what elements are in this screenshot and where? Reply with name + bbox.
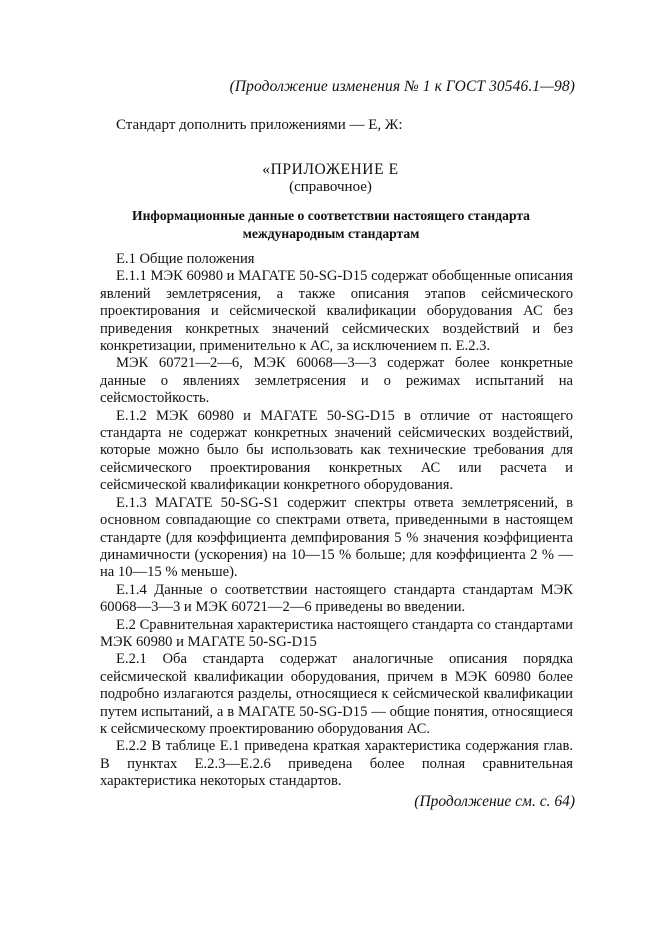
intro-line: Стандарт дополнить приложениями — Е, Ж: xyxy=(116,117,403,133)
paragraph-e2-2: Е.2.2 В таблице Е.1 приведена краткая характеристика содержания глав. В пунктах Е.2.3—Е.2.6 приведена более полная сравнительная характеристика некоторых стандартов. xyxy=(100,738,573,790)
appendix-heading: Информационные данные о соответствии настоящего стандарта международным стандартам xyxy=(132,208,530,241)
paragraph-e2-1: Е.2.1 Оба стандарта содержат аналогичные описания порядка сейсмической квалификации оборудования, причем в МЭК 60980 более подробно излагаются разделы, относящиеся к сейсмической квалификации путем испытаний, а в МАГАТЕ 50-SG-D15 — общие понятия, относящиеся к сейсмическому проектированию оборудования АС. xyxy=(100,651,573,737)
paragraph-e1-2: Е.1.2 МЭК 60980 и МАГАТЕ 50-SG-D15 в отличие от настоящего стандарта не содержат конкретных значений сейсмических воздействий, которые можно было бы использовать как технические требования для сейсмического проектирования конкретных АС или расчета и сейсмической квалификации конкретного оборудования. xyxy=(100,407,573,494)
paragraph-iec-60721: МЭК 60721—2—6, МЭК 60068—3—3 содержат более конкретные данные о явлениях землетрясения и о режимах испытаний на сейсмостойкость. xyxy=(100,355,573,407)
body-text xyxy=(100,251,573,791)
continuation-header: (Продолжение изменения № 1 к ГОСТ 30546.1—98) xyxy=(229,78,575,95)
paragraph-e1-4: Е.1.4 Данные о соответствии настоящего стандарта стандартам МЭК 60068—3—3 и МЭК 60721—2—6 приведены во введении. xyxy=(100,581,573,616)
paragraph-e1-3: Е.1.3 МАГАТЕ 50-SG-S1 содержит спектры ответа землетрясений, в основном совпадающие со спектрами ответа, приведенными в настоящем стандарте (для коэффициента демпфирования 5 % значения коэффициента динамичности (ускорения) на 10—15 % больше; для коэффициента 2 % — на 10—15 % меньше). xyxy=(100,494,573,581)
paragraph-e1-1: Е.1.1 МЭК 60980 и МАГАТЕ 50-SG-D15 содержат обобщенные описания явлений землетрясения, а также описания этапов сейсмического проектирования и сейсмической квалификации оборудования АС без приведения конкретных значений сейсмических воздействий и без конкретизации, применительно к АС, за исключением п. Е.2.3. xyxy=(100,268,573,355)
section-e1-title: Е.1 Общие положения xyxy=(116,251,255,267)
appendix-subtitle: (справочное) xyxy=(289,179,372,195)
appendix-title: «ПРИЛОЖЕНИЕ Е xyxy=(262,161,399,178)
section-e2-title: Е.2 Сравнительная характеристика настоящего стандарта со стандартами МЭК 60980 и МАГАТЕ 50-SG-D15 xyxy=(100,616,573,650)
continuation-footer: (Продолжение см. с. 64) xyxy=(414,793,575,810)
